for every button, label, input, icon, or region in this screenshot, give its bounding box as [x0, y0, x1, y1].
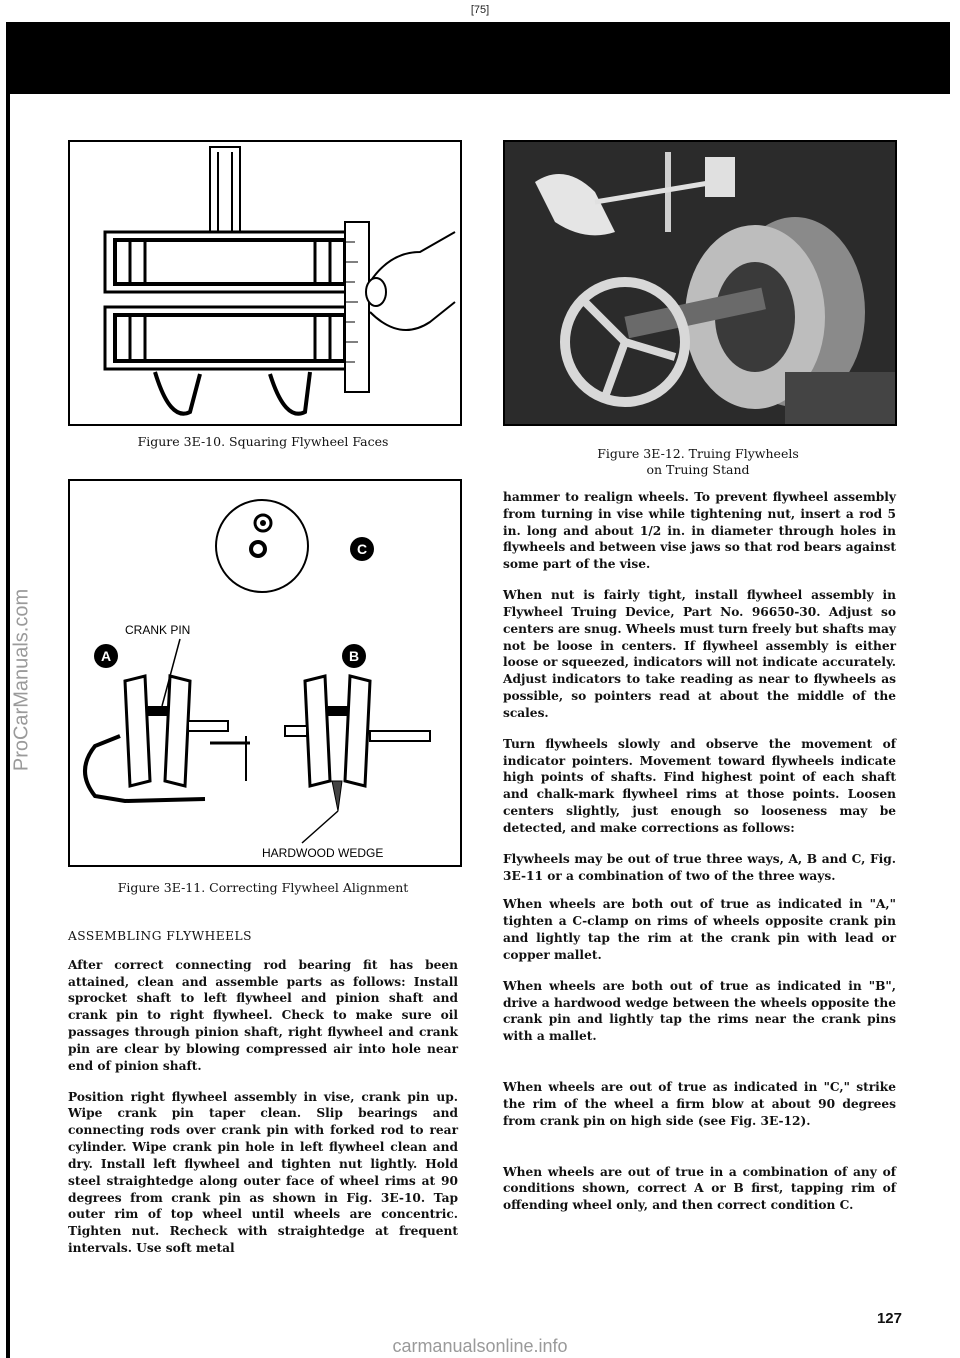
- paragraph: Flywheels may be out of true three ways, A, B and C, Fig. 3E-11 or a combination of two of the three ways.: [503, 851, 896, 883]
- figure-3e11-caption: Figure 3E-11. Correcting Flywheel Alignment: [117, 880, 409, 895]
- marker-b: B: [348, 648, 360, 664]
- paragraph: When nut is fairly tight, install flywheel assembly in Flywheel Truing Device, Part No. 96650-30. Adjust so centers are snug. Wheels must turn freely but shafts may not be loose in centers. If flywheel assembly is either loose or squeezed, indicators will not indicate accurately. Adjust indicators to take reading as near to flywheels as possible, so pointers read at about the middle of the scales.: [503, 588, 896, 720]
- figure-3e12-image: [503, 140, 897, 426]
- paragraph: Turn flywheels slowly and observe the movement of indicator pointers. Movement toward flywheels indicate high points of shafts. Find highest point of each shaft and chalk-mark flywheel rims at those points. Loosen centers slightly, just enough so looseness may be detected, and make corrections as follows:: [503, 736, 896, 835]
- right-column: [503, 489, 896, 1228]
- paragraph: When wheels are both out of true as indicated in "B", drive a hardwood wedge between the wheels opposite the crank pin and lightly tap the rims near the crank pins with a mallet.: [503, 978, 896, 1044]
- bottom-watermark: carmanualsonline.info: [392, 1336, 568, 1356]
- figure-3e10-image: [68, 140, 462, 426]
- figure-3e12-caption: Figure 3E-12. Truing Flywheels on Truing Stand: [597, 446, 799, 477]
- side-watermark: ProCarManuals.com: [10, 588, 33, 772]
- paragraph: Position right flywheel assembly in vise, crank pin up. Wipe crank pin taper clean. Slip bearings and connecting rods over crank pin with forked rod to rear cylinder. Wipe crank pin hole in left flywheel clean and dry. Install left flywheel and tighten nut lightly. Hold steel straightedge along outer face of wheel rims at 90 degrees from crank pin as shown in Fig. 3E-10. Tap outer rim of top wheel until wheels are concentric. Tighten nut. Recheck with straightedge at frequent intervals. Use soft metal: [68, 1089, 458, 1256]
- label-hardwood-wedge: HARDWOOD WEDGE: [262, 846, 384, 860]
- figure-3e11-image: [68, 479, 462, 867]
- marker-c: C: [356, 541, 368, 557]
- paragraph: After correct connecting rod bearing fit has been attained, clean and assemble parts as follows: Install sprocket shaft to left flywheel and pinion shaft and crank pin to right flywheel. Check to make sure oil passages through pinion shaft, right flywheel and crank pin are clear by blowing compressed air into hole near end of pinion shaft.: [68, 957, 458, 1073]
- paragraph: hammer to realign wheels. To prevent flywheel assembly from turning in vise while tightening nut, insert a rod 5 in. long and about 1/2 in. in diameter through holes in flywheels and between vise jaws so that rod bears against some part of the vise.: [503, 490, 896, 572]
- paragraph: When wheels are out of true in a combination of any of conditions shown, correct A or B first, tapping rim of offending wheel only, and then correct condition C.: [503, 1164, 896, 1213]
- paragraph: When wheels are both out of true as indicated in "A," tighten a C-clamp on rims of wheels opposite crank pin and lightly tap the rim at the crank pin with lead or copper mallet.: [503, 897, 896, 962]
- section-heading: ASSEMBLING FLYWHEELS: [68, 929, 253, 943]
- left-column: [68, 928, 458, 1271]
- marker-a: A: [100, 648, 112, 664]
- page-label: [75]: [470, 4, 490, 16]
- header-band: [6, 22, 950, 94]
- figure-3e10-caption: Figure 3E-10. Squaring Flywheel Faces: [137, 434, 389, 449]
- label-crank-pin: CRANK PIN: [125, 623, 191, 637]
- page-number: 127: [876, 1310, 902, 1327]
- paragraph: When wheels are out of true as indicated in "C," strike the rim of the wheel a firm blow at about 90 degrees from crank pin on high side (see Fig. 3E-12).: [503, 1080, 896, 1128]
